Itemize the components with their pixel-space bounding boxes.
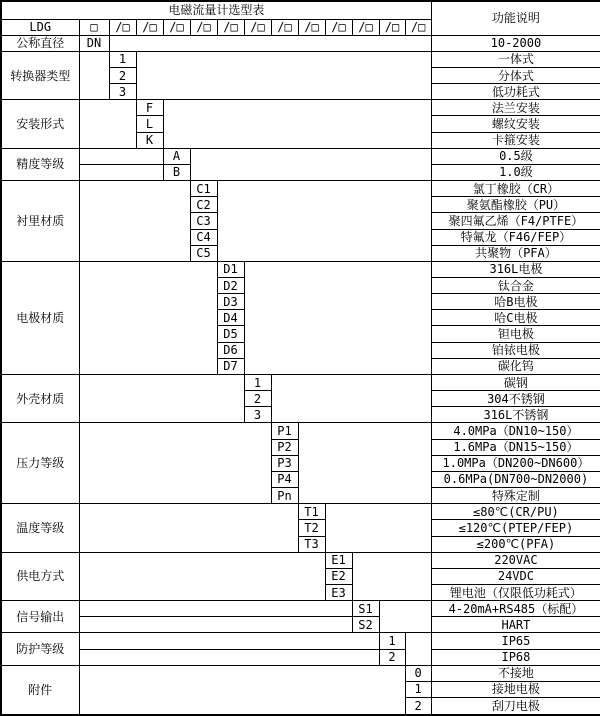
category-label-accessory: 附件 [1, 665, 79, 715]
option-code-cell: C5 [190, 245, 217, 261]
option-code-cell: DN [79, 35, 109, 51]
model-slot: /□ [298, 19, 325, 35]
option-desc: 一体式 [431, 51, 600, 67]
option-code-cell: C4 [190, 229, 217, 245]
option-desc: 接地电极 [431, 681, 600, 697]
option-desc: 聚四氟乙烯（F4/PTFE） [431, 213, 600, 229]
model-slot: /□ [271, 19, 298, 35]
filler-cell [79, 261, 217, 374]
option-code-cell: E1 [325, 552, 352, 568]
model-slot: /□ [136, 19, 163, 35]
model-slot: /□ [190, 19, 217, 35]
filler-cell [79, 665, 405, 715]
filler-cell [79, 504, 298, 552]
filler-cell [325, 504, 431, 552]
option-code-cell: 1 [379, 633, 405, 649]
filler-cell [109, 35, 431, 51]
filler-cell [190, 148, 431, 180]
option-desc: 0.5级 [431, 148, 600, 164]
option-desc: 螺纹安装 [431, 116, 600, 132]
model-prefix: LDG [1, 19, 79, 35]
filler-cell [79, 181, 190, 262]
option-desc: 316L不锈钢 [431, 407, 600, 423]
model-slot: /□ [244, 19, 271, 35]
option-desc: 316L电极 [431, 261, 600, 277]
option-desc: 10-2000 [431, 35, 600, 51]
filler-cell [79, 633, 379, 649]
filler-cell [79, 617, 352, 633]
option-desc: 低功耗式 [431, 84, 600, 100]
model-slot: /□ [379, 19, 405, 35]
filler-cell [79, 164, 163, 180]
filler-cell [352, 552, 431, 600]
filler-cell [79, 374, 244, 422]
option-code-cell: P2 [271, 439, 298, 455]
category-label-housing: 外壳材质 [1, 374, 79, 422]
category-label-power: 供电方式 [1, 552, 79, 600]
option-desc: 卡箍安装 [431, 132, 600, 148]
option-code-cell: K [136, 132, 163, 148]
filler-cell [271, 374, 431, 422]
model-dn-box: □ [79, 19, 109, 35]
option-code-cell: P4 [271, 471, 298, 487]
filler-cell [79, 601, 352, 617]
option-desc: 1.0MPa（DN200~DN600） [431, 455, 600, 471]
model-slot: /□ [109, 19, 136, 35]
option-desc: ≤120℃(PTEP/FEP) [431, 520, 600, 536]
option-desc: 1.0级 [431, 164, 600, 180]
option-code-cell: T3 [298, 536, 325, 552]
filler-cell [244, 261, 431, 374]
category-label-temperature: 温度等级 [1, 504, 79, 552]
filler-cell [79, 51, 109, 99]
option-desc: 铂铱电极 [431, 342, 600, 358]
option-code-cell: B [163, 164, 190, 180]
option-desc: 哈C电极 [431, 310, 600, 326]
option-desc: 0.6MPa(DN700~DN2000) [431, 471, 600, 487]
option-code-cell: D5 [217, 326, 244, 342]
option-desc: 不接地 [431, 665, 600, 681]
option-code-cell: D2 [217, 278, 244, 294]
option-code-cell: D3 [217, 294, 244, 310]
category-label-converter: 转换器类型 [1, 51, 79, 99]
model-slot: /□ [163, 19, 190, 35]
option-code-cell: C3 [190, 213, 217, 229]
filler-cell [79, 423, 271, 504]
option-code-cell: P3 [271, 455, 298, 471]
option-code-cell: D7 [217, 358, 244, 374]
option-code-cell: T2 [298, 520, 325, 536]
option-code-cell: L [136, 116, 163, 132]
option-code-cell: A [163, 148, 190, 164]
category-label-protection: 防护等级 [1, 633, 79, 665]
filler-cell [379, 601, 431, 633]
option-code-cell: C2 [190, 197, 217, 213]
option-desc: 锂电池（仅限低功耗式） [431, 584, 600, 600]
model-slot: /□ [405, 19, 431, 35]
category-label-lining: 衬里材质 [1, 181, 79, 262]
option-code-cell: Pn [271, 488, 298, 504]
option-desc: 4.0MPa（DN10~150） [431, 423, 600, 439]
filler-cell [79, 649, 379, 665]
option-desc: 法兰安装 [431, 100, 600, 116]
option-desc: 哈B电极 [431, 294, 600, 310]
option-desc: 碳钢 [431, 374, 600, 390]
option-code-cell: P1 [271, 423, 298, 439]
option-desc: IP68 [431, 649, 600, 665]
option-code-cell: E3 [325, 584, 352, 600]
option-desc: ≤200℃(PFA) [431, 536, 600, 552]
option-desc: 碳化钨 [431, 358, 600, 374]
model-slot: /□ [217, 19, 244, 35]
option-code-cell: 2 [379, 649, 405, 665]
option-desc: 钛合金 [431, 278, 600, 294]
option-desc: HART [431, 617, 600, 633]
filler-cell [79, 148, 163, 164]
option-desc: 共聚物（PFA） [431, 245, 600, 261]
option-code-cell: 0 [405, 665, 431, 681]
function-header: 功能说明 [431, 1, 600, 35]
option-desc: ≤80℃(CR/PU) [431, 504, 600, 520]
option-desc: 304不锈钢 [431, 391, 600, 407]
option-code-cell: E2 [325, 568, 352, 584]
option-code-cell: C1 [190, 181, 217, 197]
option-code-cell: S1 [352, 601, 379, 617]
option-code-cell: 3 [244, 407, 271, 423]
option-desc: 氯丁橡胶（CR） [431, 181, 600, 197]
option-code-cell: 2 [244, 391, 271, 407]
option-desc: IP65 [431, 633, 600, 649]
option-desc: 聚氨酯橡胶（PU） [431, 197, 600, 213]
filler-cell [405, 633, 431, 665]
category-label-accuracy: 精度等级 [1, 148, 79, 180]
option-desc: 分体式 [431, 67, 600, 83]
model-slot: /□ [325, 19, 352, 35]
option-code-cell: 1 [405, 681, 431, 697]
category-label-electrode: 电极材质 [1, 261, 79, 374]
option-desc: 4-20mA+RS485（标配） [431, 601, 600, 617]
filler-cell [136, 51, 431, 99]
option-code-cell: 3 [109, 84, 136, 100]
option-code-cell: D1 [217, 261, 244, 277]
option-code-cell: T1 [298, 504, 325, 520]
option-desc: 24VDC [431, 568, 600, 584]
option-code-cell: 2 [405, 698, 431, 715]
option-desc: 刮刀电极 [431, 698, 600, 715]
category-label-signal: 信号输出 [1, 601, 79, 633]
option-desc: 220VAC [431, 552, 600, 568]
option-desc: 1.6MPa（DN15~150） [431, 439, 600, 455]
option-code-cell: D6 [217, 342, 244, 358]
filler-cell [163, 100, 431, 148]
option-code-cell: S2 [352, 617, 379, 633]
model-slot: /□ [352, 19, 379, 35]
category-label-pressure: 压力等级 [1, 423, 79, 504]
category-label-installation: 安装形式 [1, 100, 79, 148]
filler-cell [298, 423, 431, 504]
option-code-cell: F [136, 100, 163, 116]
filler-cell [79, 552, 325, 600]
option-code-cell: 2 [109, 67, 136, 83]
option-desc: 特氟龙（F46/FEP） [431, 229, 600, 245]
option-code-cell: 1 [109, 51, 136, 67]
category-label-diameter: 公称直径 [1, 35, 79, 51]
table-title: 电磁流量计选型表 [1, 1, 431, 19]
filler-cell [79, 100, 136, 148]
option-desc: 钽电极 [431, 326, 600, 342]
option-code-cell: D4 [217, 310, 244, 326]
option-code-cell: 1 [244, 374, 271, 390]
option-desc: 特殊定制 [431, 488, 600, 504]
filler-cell [217, 181, 431, 262]
